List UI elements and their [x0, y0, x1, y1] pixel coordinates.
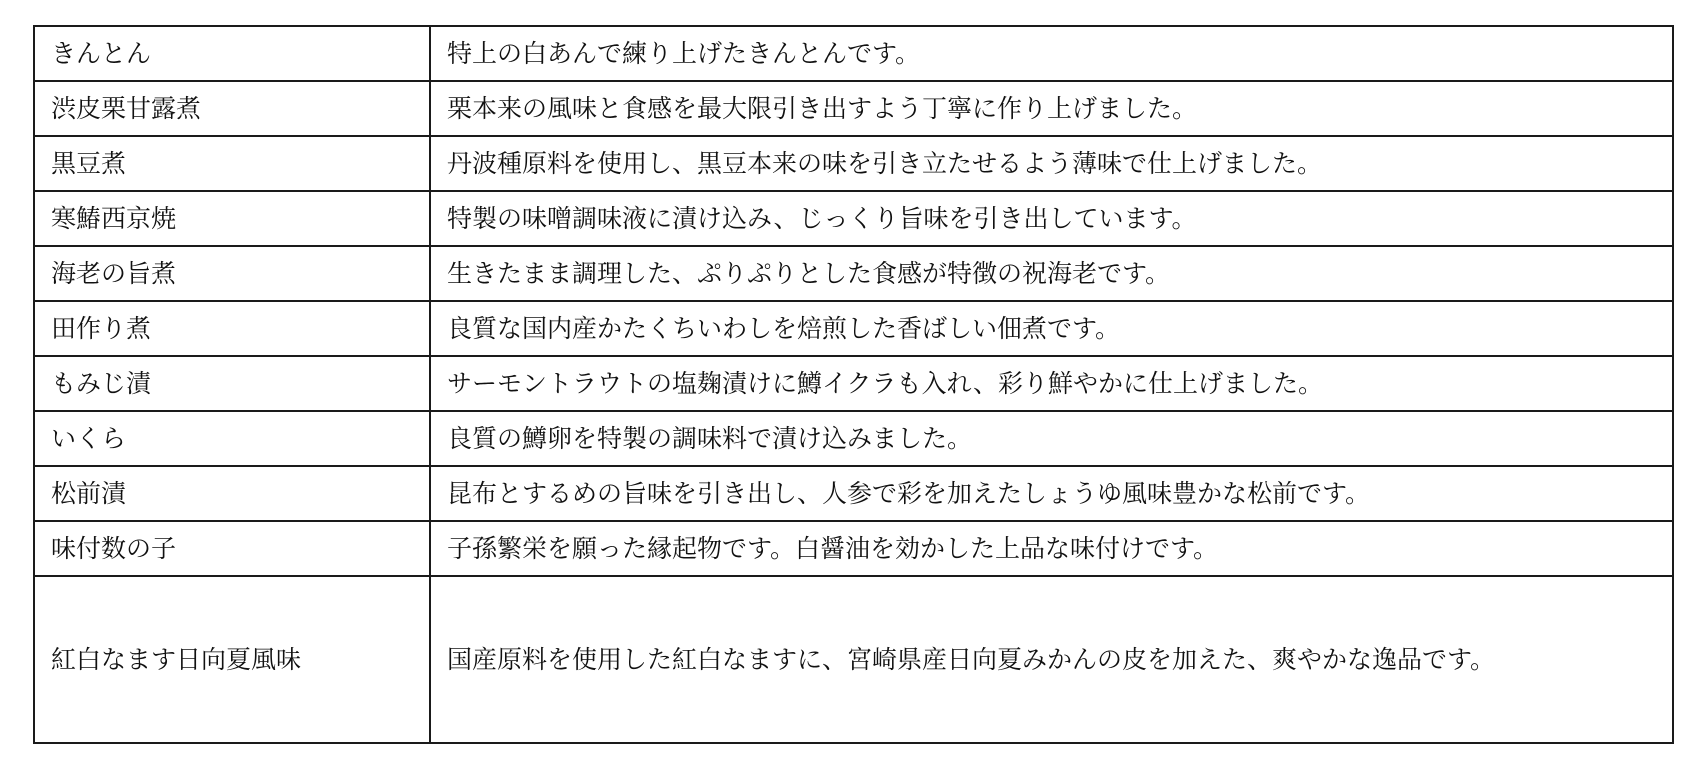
item-description: 生きたまま調理した、ぷりぷりとした食感が特徴の祝海老です。 — [430, 246, 1673, 301]
item-description: 栗本来の風味と食感を最大限引き出すよう丁寧に作り上げました。 — [430, 81, 1673, 136]
table-row — [34, 191, 1673, 246]
table-row — [34, 466, 1673, 521]
item-name: 寒鰆西京焼 — [34, 191, 430, 246]
table-row — [34, 246, 1673, 301]
item-description: 良質な国内産かたくちいわしを焙煎した香ばしい佃煮です。 — [430, 301, 1673, 356]
table-row — [34, 301, 1673, 356]
item-description: 良質の鱒卵を特製の調味料で漬け込みました。 — [430, 411, 1673, 466]
item-name: 田作り煮 — [34, 301, 430, 356]
table-row — [34, 411, 1673, 466]
item-name: 黒豆煮 — [34, 136, 430, 191]
item-name: もみじ漬 — [34, 356, 430, 411]
item-name: 松前漬 — [34, 466, 430, 521]
table-row — [34, 356, 1673, 411]
table-row — [34, 81, 1673, 136]
item-description: サーモントラウトの塩麹漬けに鱒イクラも入れ、彩り鮮やかに仕上げました。 — [430, 356, 1673, 411]
product-table — [33, 25, 1674, 744]
item-description: 特上の白あんで練り上げたきんとんです。 — [430, 26, 1673, 81]
item-name: 渋皮栗甘露煮 — [34, 81, 430, 136]
item-description: 国産原料を使用した紅白なますに、宮崎県産日向夏みかんの皮を加えた、爽やかな逸品です。 — [430, 576, 1673, 743]
table-row — [34, 136, 1673, 191]
item-name: 紅白なます日向夏風味 — [34, 576, 430, 743]
item-name: いくら — [34, 411, 430, 466]
item-name: 海老の旨煮 — [34, 246, 430, 301]
table-row — [34, 521, 1673, 576]
item-description: 丹波種原料を使用し、黒豆本来の味を引き立たせるよう薄味で仕上げました。 — [430, 136, 1673, 191]
item-name: きんとん — [34, 26, 430, 81]
item-description: 昆布とするめの旨味を引き出し、人参で彩を加えたしょうゆ風味豊かな松前です。 — [430, 466, 1673, 521]
table-row — [34, 576, 1673, 743]
table-row — [34, 26, 1673, 81]
item-description: 特製の味噌調味液に漬け込み、じっくり旨味を引き出しています。 — [430, 191, 1673, 246]
item-name: 味付数の子 — [34, 521, 430, 576]
item-description: 子孫繁栄を願った縁起物です。白醤油を効かした上品な味付けです。 — [430, 521, 1673, 576]
